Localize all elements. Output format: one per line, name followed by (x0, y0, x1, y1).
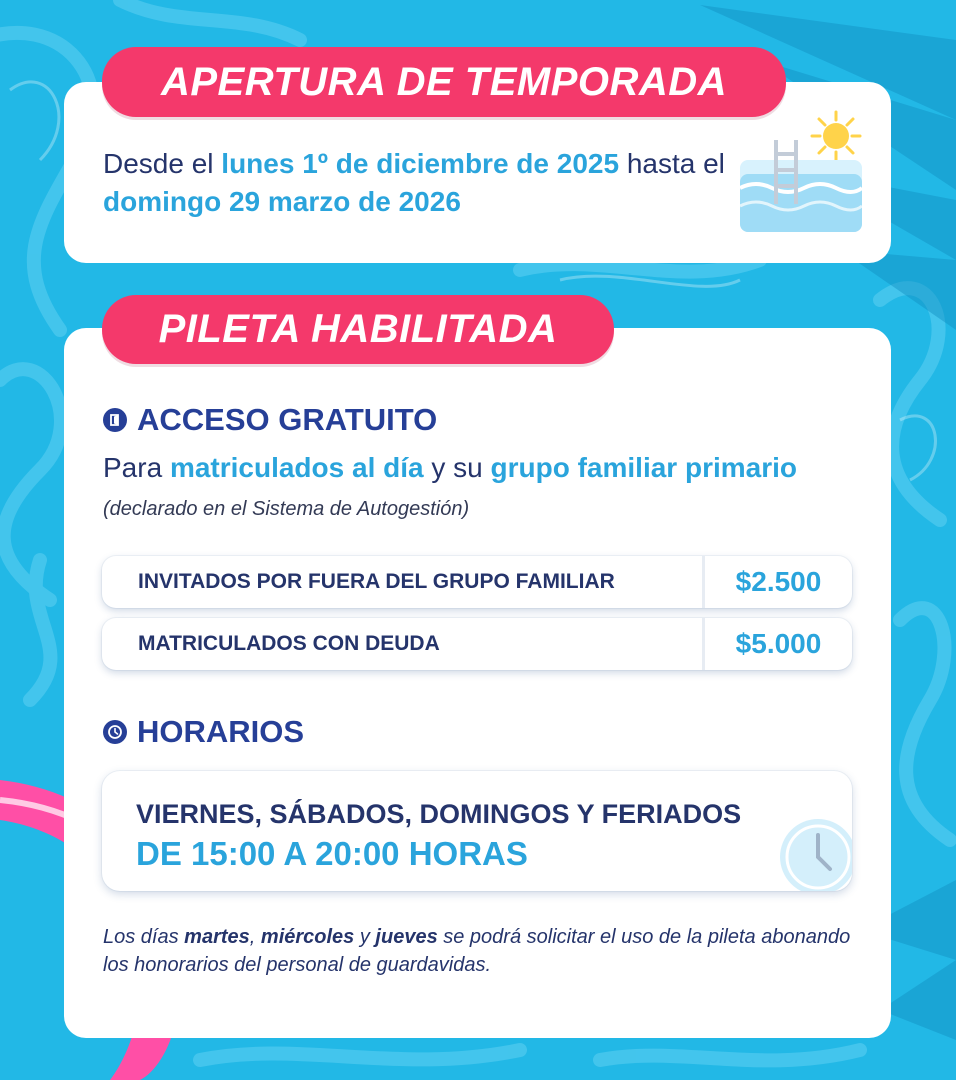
season-title: APERTURA DE TEMPORADA (102, 47, 786, 117)
season-prefix: Desde el (103, 148, 222, 179)
footnote-day: miércoles (260, 926, 355, 948)
access-middle: y su (423, 452, 491, 483)
access-heading-label: ACCESO GRATUITO (137, 402, 438, 437)
footnote-day: jueves (375, 926, 438, 948)
season-end-date: domingo 29 marzo de 2026 (103, 186, 461, 217)
access-description (103, 449, 843, 528)
hours-heading (103, 714, 304, 750)
season-middle: hasta el (619, 148, 725, 179)
price-value: $5.000 (735, 628, 822, 659)
footnote-text: Los días (103, 926, 185, 948)
footnote-text: , (249, 926, 261, 948)
footnote-text: y (354, 926, 376, 948)
price-label: INVITADOS POR FUERA DEL GRUPO FAMILIAR (138, 570, 615, 593)
season-dates-text (103, 145, 823, 221)
access-prefix: Para (103, 452, 170, 483)
pool-title: PILETA HABILITADA (102, 295, 614, 364)
clock-watermark-icon (774, 813, 852, 891)
hours-box (102, 771, 852, 891)
price-value: $2.500 (735, 566, 822, 597)
pool-sun-icon (736, 108, 866, 236)
access-highlight-members: matriculados al día (169, 452, 424, 483)
access-heading (103, 402, 437, 438)
season-start-date: lunes 1º de diciembre de 2025 (221, 148, 620, 179)
price-row (102, 556, 852, 608)
footnote-day: martes (184, 926, 250, 948)
footnote-text: se podrá solicitar el uso de la pileta abonando los honorarios del personal de guardavidas. (103, 926, 851, 976)
footnote (103, 923, 863, 979)
hours-time: DE 15:00 A 20:00 HORAS (136, 835, 528, 872)
price-label: MATRICULADOS CON DEUDA (138, 632, 440, 655)
price-row (102, 618, 852, 670)
access-highlight-family: grupo familiar primario (490, 452, 797, 483)
hours-heading-label: HORARIOS (137, 714, 305, 749)
access-note: (declarado en el Sistema de Autogestión) (103, 498, 470, 520)
clock-icon (103, 720, 127, 744)
entry-icon (103, 408, 127, 432)
hours-days: VIERNES, SÁBADOS, DOMINGOS Y FERIADOS (136, 799, 742, 829)
